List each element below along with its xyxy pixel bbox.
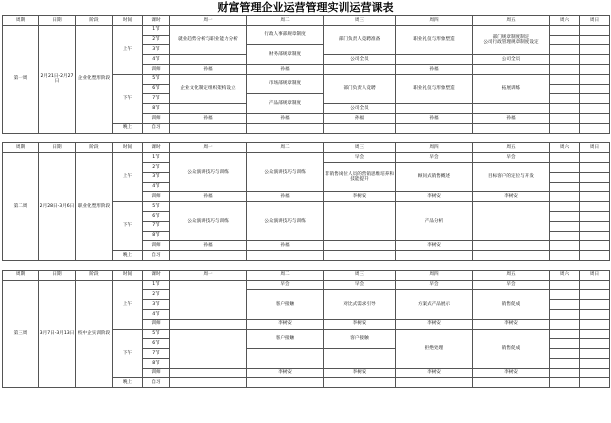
empty-cell bbox=[550, 251, 580, 261]
empty-cell bbox=[580, 172, 610, 182]
trainer-cell: 孙福 bbox=[170, 241, 247, 251]
trainer-cell bbox=[473, 64, 550, 74]
trainer-cell bbox=[324, 64, 396, 74]
time-evening: 晚上 bbox=[113, 123, 143, 133]
header-cell: 周一 bbox=[170, 270, 247, 280]
empty-cell bbox=[580, 309, 610, 319]
empty-cell bbox=[170, 123, 247, 133]
course-cell: 客户接触 bbox=[324, 329, 396, 349]
trainer-cell: 孙福 bbox=[247, 241, 324, 251]
empty-cell bbox=[550, 280, 580, 290]
trainer-cell: 李树安 bbox=[324, 319, 396, 329]
empty-cell bbox=[324, 378, 396, 388]
empty-cell bbox=[580, 202, 610, 212]
header-row bbox=[3, 16, 610, 26]
time-morning: 上午 bbox=[113, 153, 143, 202]
empty-cell bbox=[580, 84, 610, 94]
header-cell: 周日 bbox=[580, 270, 610, 280]
empty-cell bbox=[580, 153, 610, 163]
header-cell: 周期 bbox=[3, 143, 39, 153]
empty-cell bbox=[550, 368, 580, 378]
course-cell: 拒绝处理 bbox=[396, 329, 473, 368]
empty-cell bbox=[550, 221, 580, 231]
header-cell: 周三 bbox=[324, 16, 396, 26]
empty-cell bbox=[396, 251, 473, 261]
header-cell: 周日 bbox=[580, 16, 610, 26]
period-cell: 4节 bbox=[143, 55, 170, 65]
header-cell: 课时 bbox=[143, 270, 170, 280]
empty-cell bbox=[550, 378, 580, 388]
empty-cell bbox=[580, 339, 610, 349]
header-cell: 周六 bbox=[550, 270, 580, 280]
header-cell: 周四 bbox=[396, 270, 473, 280]
empty-cell bbox=[550, 153, 580, 163]
empty-cell bbox=[580, 162, 610, 172]
empty-cell bbox=[550, 309, 580, 319]
course-cell: 产品部规章制度 bbox=[247, 94, 324, 114]
trainer-cell: 孙福 bbox=[473, 113, 550, 123]
page-title: 财富管理企业运营管理实训运营课表 bbox=[217, 1, 394, 14]
course-cell: 公司全员 bbox=[324, 104, 396, 114]
time-morning: 上午 bbox=[113, 25, 143, 74]
header-cell: 课时 bbox=[143, 143, 170, 153]
empty-cell bbox=[580, 113, 610, 123]
empty-cell bbox=[473, 123, 550, 133]
course-cell: 早会 bbox=[396, 153, 473, 163]
empty-cell bbox=[550, 231, 580, 241]
empty-cell bbox=[473, 104, 550, 114]
period-cell: 8节 bbox=[143, 104, 170, 114]
empty-cell bbox=[247, 349, 324, 369]
trainer-cell: 李树安 bbox=[247, 368, 324, 378]
period-cell: 7节 bbox=[143, 349, 170, 359]
empty-cell bbox=[247, 123, 324, 133]
week-date: 2月28日-3月6日 bbox=[39, 153, 76, 261]
period-cell: 5节 bbox=[143, 202, 170, 212]
empty-cell bbox=[550, 349, 580, 359]
week-name: 第三周 bbox=[3, 280, 39, 388]
course-cell: 客户接触 bbox=[247, 329, 324, 349]
course-cell: 公众演讲技巧与训练 bbox=[170, 202, 247, 241]
course-cell: 目标客户的定位与开发 bbox=[473, 162, 550, 191]
period-cell: 训师 bbox=[143, 113, 170, 123]
period-cell: 2节 bbox=[143, 162, 170, 172]
empty-cell bbox=[550, 84, 580, 94]
empty-cell bbox=[550, 339, 580, 349]
empty-cell bbox=[550, 45, 580, 55]
time-evening: 晚上 bbox=[113, 251, 143, 261]
course-cell: 职业礼仪与形象塑造 bbox=[396, 74, 473, 103]
header-cell: 周五 bbox=[473, 16, 550, 26]
empty-cell bbox=[396, 123, 473, 133]
empty-cell bbox=[324, 349, 396, 369]
empty-cell bbox=[580, 251, 610, 261]
course-text: 公司行政管理规章制度设定 bbox=[483, 39, 539, 45]
period-cell: 2节 bbox=[143, 290, 170, 300]
period-cell: 3节 bbox=[143, 45, 170, 55]
course-cell: 财务部规章制度 bbox=[247, 45, 324, 65]
trainer-cell: 李树安 bbox=[396, 192, 473, 202]
empty-cell bbox=[170, 329, 247, 368]
course-cell: 部门负责人竞聘 bbox=[324, 74, 396, 103]
trainer-cell: 李树安 bbox=[473, 192, 550, 202]
empty-cell bbox=[550, 290, 580, 300]
header-cell: 周三 bbox=[324, 143, 396, 153]
empty-cell bbox=[396, 378, 473, 388]
header-cell: 时间 bbox=[113, 270, 143, 280]
period-cell: 自习 bbox=[143, 123, 170, 133]
course-cell: 公司全员 bbox=[324, 55, 396, 65]
empty-cell bbox=[324, 202, 396, 241]
empty-cell bbox=[580, 25, 610, 35]
empty-cell bbox=[550, 104, 580, 114]
week-name: 第一周 bbox=[3, 25, 39, 133]
trainer-cell: 李树安 bbox=[473, 319, 550, 329]
course-cell: 就业趋势分析与职业能力分析 bbox=[170, 25, 247, 54]
period-cell: 训师 bbox=[143, 64, 170, 74]
header-row bbox=[3, 270, 610, 280]
period-cell: 8节 bbox=[143, 231, 170, 241]
week-date: 2月21日-2月27日 bbox=[39, 25, 76, 133]
empty-cell bbox=[580, 94, 610, 104]
course-cell bbox=[473, 25, 550, 54]
period-cell: 3节 bbox=[143, 300, 170, 310]
empty-cell bbox=[170, 378, 247, 388]
header-cell: 阶段 bbox=[76, 16, 113, 26]
time-afternoon: 下午 bbox=[113, 202, 143, 251]
course-cell: 早会 bbox=[473, 153, 550, 163]
empty-cell bbox=[580, 45, 610, 55]
trainer-cell bbox=[473, 241, 550, 251]
empty-cell bbox=[550, 329, 580, 339]
empty-cell bbox=[170, 104, 247, 114]
empty-cell bbox=[580, 182, 610, 192]
trainer-cell: 李树安 bbox=[324, 192, 396, 202]
empty-cell bbox=[580, 221, 610, 231]
empty-cell bbox=[580, 241, 610, 251]
period-cell: 4节 bbox=[143, 182, 170, 192]
course-cell: 职业礼仪与形象塑造 bbox=[396, 25, 473, 54]
empty-cell bbox=[324, 123, 396, 133]
empty-cell bbox=[550, 55, 580, 65]
header-cell: 周期 bbox=[3, 16, 39, 26]
period-cell: 1节 bbox=[143, 153, 170, 163]
week-date: 3月7日-3月13日 bbox=[39, 280, 76, 388]
period-cell: 训师 bbox=[143, 241, 170, 251]
header-cell: 课时 bbox=[143, 16, 170, 26]
empty-cell bbox=[170, 280, 247, 319]
trainer-cell: 孙福 bbox=[247, 192, 324, 202]
trainer-cell: 李树安 bbox=[247, 319, 324, 329]
course-cell: 公众演讲技巧与训练 bbox=[170, 153, 247, 192]
empty-cell bbox=[550, 300, 580, 310]
course-cell: 企业文化制定组织架构设立 bbox=[170, 74, 247, 103]
empty-cell bbox=[580, 329, 610, 339]
trainer-cell: 李树安 bbox=[473, 368, 550, 378]
empty-cell bbox=[550, 123, 580, 133]
trainer-cell: 孙福 bbox=[170, 192, 247, 202]
empty-cell bbox=[580, 211, 610, 221]
empty-cell bbox=[170, 55, 247, 65]
trainer-cell: 李树安 bbox=[396, 368, 473, 378]
empty-cell bbox=[580, 319, 610, 329]
header-cell: 周二 bbox=[247, 270, 324, 280]
trainer-cell bbox=[324, 241, 396, 251]
empty-cell bbox=[396, 55, 473, 65]
course-cell: 早会 bbox=[473, 280, 550, 290]
trainer-cell: 李树安 bbox=[396, 241, 473, 251]
header-cell: 周五 bbox=[473, 143, 550, 153]
period-cell: 训师 bbox=[143, 368, 170, 378]
empty-cell bbox=[580, 74, 610, 84]
header-cell: 阶段 bbox=[76, 143, 113, 153]
empty-cell bbox=[580, 349, 610, 359]
course-cell: 顾问式销售概述 bbox=[396, 162, 473, 191]
empty-cell bbox=[550, 192, 580, 202]
header-cell: 阶段 bbox=[76, 270, 113, 280]
schedule-table bbox=[2, 15, 610, 388]
empty-cell bbox=[580, 35, 610, 45]
time-afternoon: 下午 bbox=[113, 74, 143, 123]
empty-cell bbox=[550, 202, 580, 212]
course-cell: 早会 bbox=[396, 280, 473, 290]
period-cell: 5节 bbox=[143, 74, 170, 84]
course-cell: 对比式需求引导 bbox=[324, 290, 396, 319]
course-cell: 市场部规章制度 bbox=[247, 74, 324, 94]
time-evening: 晚上 bbox=[113, 378, 143, 388]
course-cell: 公众演讲技巧与训练 bbox=[247, 153, 324, 192]
empty-cell bbox=[580, 290, 610, 300]
course-cell: 方案式产品展示 bbox=[396, 290, 473, 319]
period-cell: 4节 bbox=[143, 309, 170, 319]
empty-cell bbox=[550, 358, 580, 368]
empty-cell bbox=[550, 74, 580, 84]
empty-cell bbox=[580, 368, 610, 378]
period-cell: 6节 bbox=[143, 211, 170, 221]
empty-cell bbox=[247, 378, 324, 388]
empty-cell bbox=[580, 231, 610, 241]
empty-cell bbox=[550, 64, 580, 74]
course-cell: 非销售岗位人员的营销思维培养和技能提升 bbox=[324, 162, 396, 191]
empty-cell bbox=[550, 35, 580, 45]
trainer-cell: 李树安 bbox=[324, 368, 396, 378]
header-cell: 日期 bbox=[39, 143, 76, 153]
empty-cell bbox=[550, 25, 580, 35]
trainer-cell: 孙福 bbox=[247, 64, 324, 74]
header-cell: 周二 bbox=[247, 16, 324, 26]
header-cell: 周六 bbox=[550, 16, 580, 26]
trainer-cell: 孙福 bbox=[170, 64, 247, 74]
header-row bbox=[3, 143, 610, 153]
period-cell: 8节 bbox=[143, 358, 170, 368]
empty-cell bbox=[550, 94, 580, 104]
trainer-cell: 孙福 bbox=[396, 64, 473, 74]
empty-cell bbox=[170, 251, 247, 261]
empty-cell bbox=[580, 378, 610, 388]
empty-cell bbox=[580, 104, 610, 114]
period-cell: 训师 bbox=[143, 319, 170, 329]
header-cell: 日期 bbox=[39, 270, 76, 280]
period-cell: 3节 bbox=[143, 172, 170, 182]
week-stage: 职业化塑形阶段 bbox=[76, 153, 113, 261]
course-cell: 早会 bbox=[324, 280, 396, 290]
time-morning: 上午 bbox=[113, 280, 143, 329]
trainer-cell: 孙福 bbox=[170, 113, 247, 123]
trainer-cell: 李树安 bbox=[396, 319, 473, 329]
empty-cell bbox=[473, 378, 550, 388]
empty-cell bbox=[324, 251, 396, 261]
course-cell: 行政人事部规章制度 bbox=[247, 25, 324, 45]
period-cell: 1节 bbox=[143, 25, 170, 35]
empty-cell bbox=[580, 55, 610, 65]
empty-cell bbox=[247, 251, 324, 261]
period-cell: 5节 bbox=[143, 329, 170, 339]
header-cell: 周一 bbox=[170, 143, 247, 153]
empty-cell bbox=[550, 162, 580, 172]
empty-cell bbox=[473, 251, 550, 261]
week-name: 第二周 bbox=[3, 153, 39, 261]
header-cell: 周二 bbox=[247, 143, 324, 153]
header-cell: 周一 bbox=[170, 16, 247, 26]
period-cell: 训师 bbox=[143, 192, 170, 202]
empty-cell bbox=[550, 319, 580, 329]
empty-cell bbox=[580, 300, 610, 310]
header-cell: 时间 bbox=[113, 16, 143, 26]
empty-cell bbox=[550, 241, 580, 251]
empty-cell bbox=[580, 64, 610, 74]
course-cell: 产品分析 bbox=[396, 202, 473, 241]
trainer-cell bbox=[170, 319, 247, 329]
empty-cell bbox=[473, 202, 550, 241]
trainer-cell bbox=[170, 368, 247, 378]
course-cell: 拓展训练 bbox=[473, 74, 550, 103]
trainer-cell: 孙福 bbox=[247, 113, 324, 123]
trainer-cell: 孙福 bbox=[324, 113, 396, 123]
course-text: 部门规章制度制定 bbox=[492, 34, 530, 40]
header-cell: 周期 bbox=[3, 270, 39, 280]
header-cell: 周五 bbox=[473, 270, 550, 280]
header-cell: 周四 bbox=[396, 143, 473, 153]
empty-cell bbox=[580, 123, 610, 133]
week-stage: 企业化塑形阶段 bbox=[76, 25, 113, 133]
time-afternoon: 下午 bbox=[113, 329, 143, 378]
header-cell: 周六 bbox=[550, 143, 580, 153]
period-cell: 自习 bbox=[143, 378, 170, 388]
header-cell: 周日 bbox=[580, 143, 610, 153]
period-cell: 1节 bbox=[143, 280, 170, 290]
empty-cell bbox=[580, 358, 610, 368]
course-cell: 公司全员 bbox=[473, 55, 550, 65]
header-cell: 周四 bbox=[396, 16, 473, 26]
header-cell: 时间 bbox=[113, 143, 143, 153]
course-cell: 销售促成 bbox=[473, 290, 550, 319]
course-cell: 客户接触 bbox=[247, 290, 324, 319]
header-cell: 日期 bbox=[39, 16, 76, 26]
empty-cell bbox=[550, 172, 580, 182]
empty-cell bbox=[550, 182, 580, 192]
week-stage: 校中企实训阶段 bbox=[76, 280, 113, 388]
course-cell: 早会 bbox=[324, 153, 396, 163]
header-cell: 周三 bbox=[324, 270, 396, 280]
period-cell: 2节 bbox=[143, 35, 170, 45]
empty-cell bbox=[550, 113, 580, 123]
period-cell: 自习 bbox=[143, 251, 170, 261]
trainer-cell: 孙福 bbox=[396, 113, 473, 123]
empty-cell bbox=[550, 211, 580, 221]
period-cell: 7节 bbox=[143, 94, 170, 104]
empty-cell bbox=[396, 104, 473, 114]
course-cell: 部门负责人竞聘准备 bbox=[324, 25, 396, 54]
course-cell: 早会 bbox=[247, 280, 324, 290]
empty-cell bbox=[580, 280, 610, 290]
course-cell: 销售促成 bbox=[473, 329, 550, 368]
period-cell: 7节 bbox=[143, 221, 170, 231]
period-cell: 6节 bbox=[143, 84, 170, 94]
empty-cell bbox=[580, 192, 610, 202]
period-cell: 6节 bbox=[143, 339, 170, 349]
course-cell: 公众演讲技巧与训练 bbox=[247, 202, 324, 241]
